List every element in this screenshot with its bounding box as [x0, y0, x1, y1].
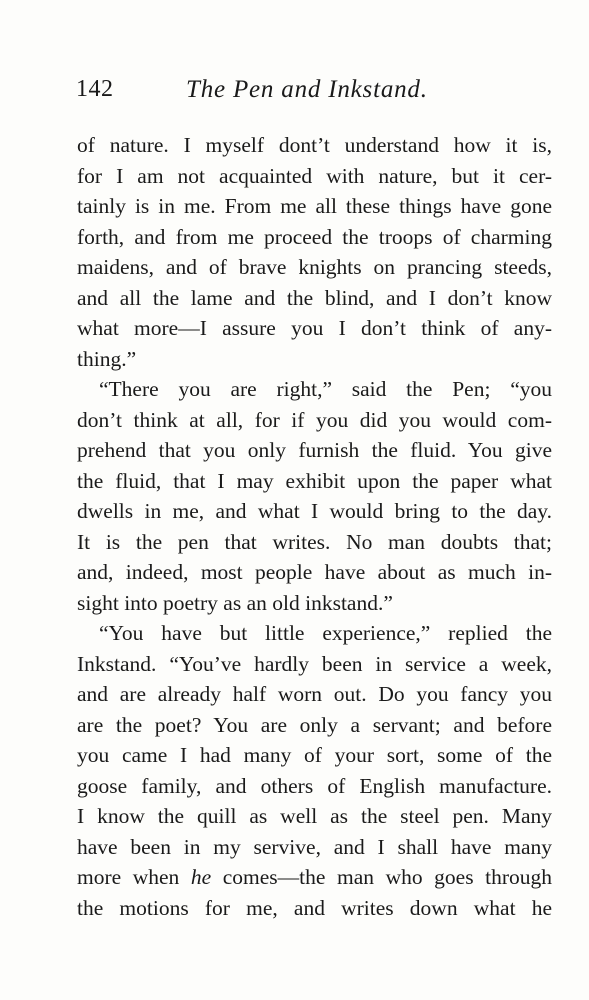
text-line: and all the lame and the blind, and I don’t know [77, 285, 552, 310]
text-line: don’t think at all, for if you did you would com- [77, 407, 552, 432]
text-line: what more—I assure you I don’t think of any- [77, 316, 552, 340]
page-header [76, 76, 556, 110]
text-line: It is the pen that writes. No man doubts that; [77, 529, 552, 554]
text-line: tainly is in me. From me all these things have gone [77, 194, 552, 218]
text-line: “You have but little experience,” replied the [99, 621, 552, 645]
text-line: the fluid, that I may exhibit upon the paper what [77, 468, 552, 493]
text-line: maidens, and of brave knights on prancing steeds, [77, 255, 552, 279]
text-line: of nature. I myself dont’t understand how it is, [77, 133, 552, 157]
page-number: 142 [76, 76, 114, 102]
running-head: The Pen and Inkstand. [186, 76, 428, 103]
text-line: Inkstand. “You’ve hardly been in service a week, [77, 651, 552, 676]
text-line: dwells in me, and what I would bring to the day. [77, 499, 552, 523]
text-line: the motions for me, and writes down what he [77, 895, 552, 920]
body-text [77, 130, 552, 923]
text-line: and, indeed, most people have about as much in- [77, 560, 552, 584]
italic-emphasis: he [190, 865, 212, 889]
text-fragment: more when [77, 865, 180, 889]
text-line: you came I had many of your sort, some of the [77, 743, 552, 767]
text-fragment: comes—the man who goes through [222, 865, 553, 889]
text-line: sight into poetry as an old inkstand.” [77, 590, 393, 615]
text-line: are the poet? You are only a servant; and before [77, 712, 552, 737]
text-line: have been in my servive, and I shall have many [77, 834, 552, 859]
text-line: and are already half worn out. Do you fancy you [77, 682, 552, 706]
text-line: prehend that you only furnish the fluid. You give [77, 438, 552, 462]
text-line: for I am not acquainted with nature, but it cer- [77, 163, 552, 188]
text-line-mixed [77, 862, 552, 893]
text-line: goose family, and others of English manufacture. [77, 773, 552, 798]
text-line: thing.” [77, 346, 137, 371]
text-line: I know the quill as well as the steel pen. Many [77, 804, 552, 828]
text-line: “There you are right,” said the Pen; “you [99, 377, 552, 401]
text-line: forth, and from me proceed the troops of charming [77, 224, 552, 249]
